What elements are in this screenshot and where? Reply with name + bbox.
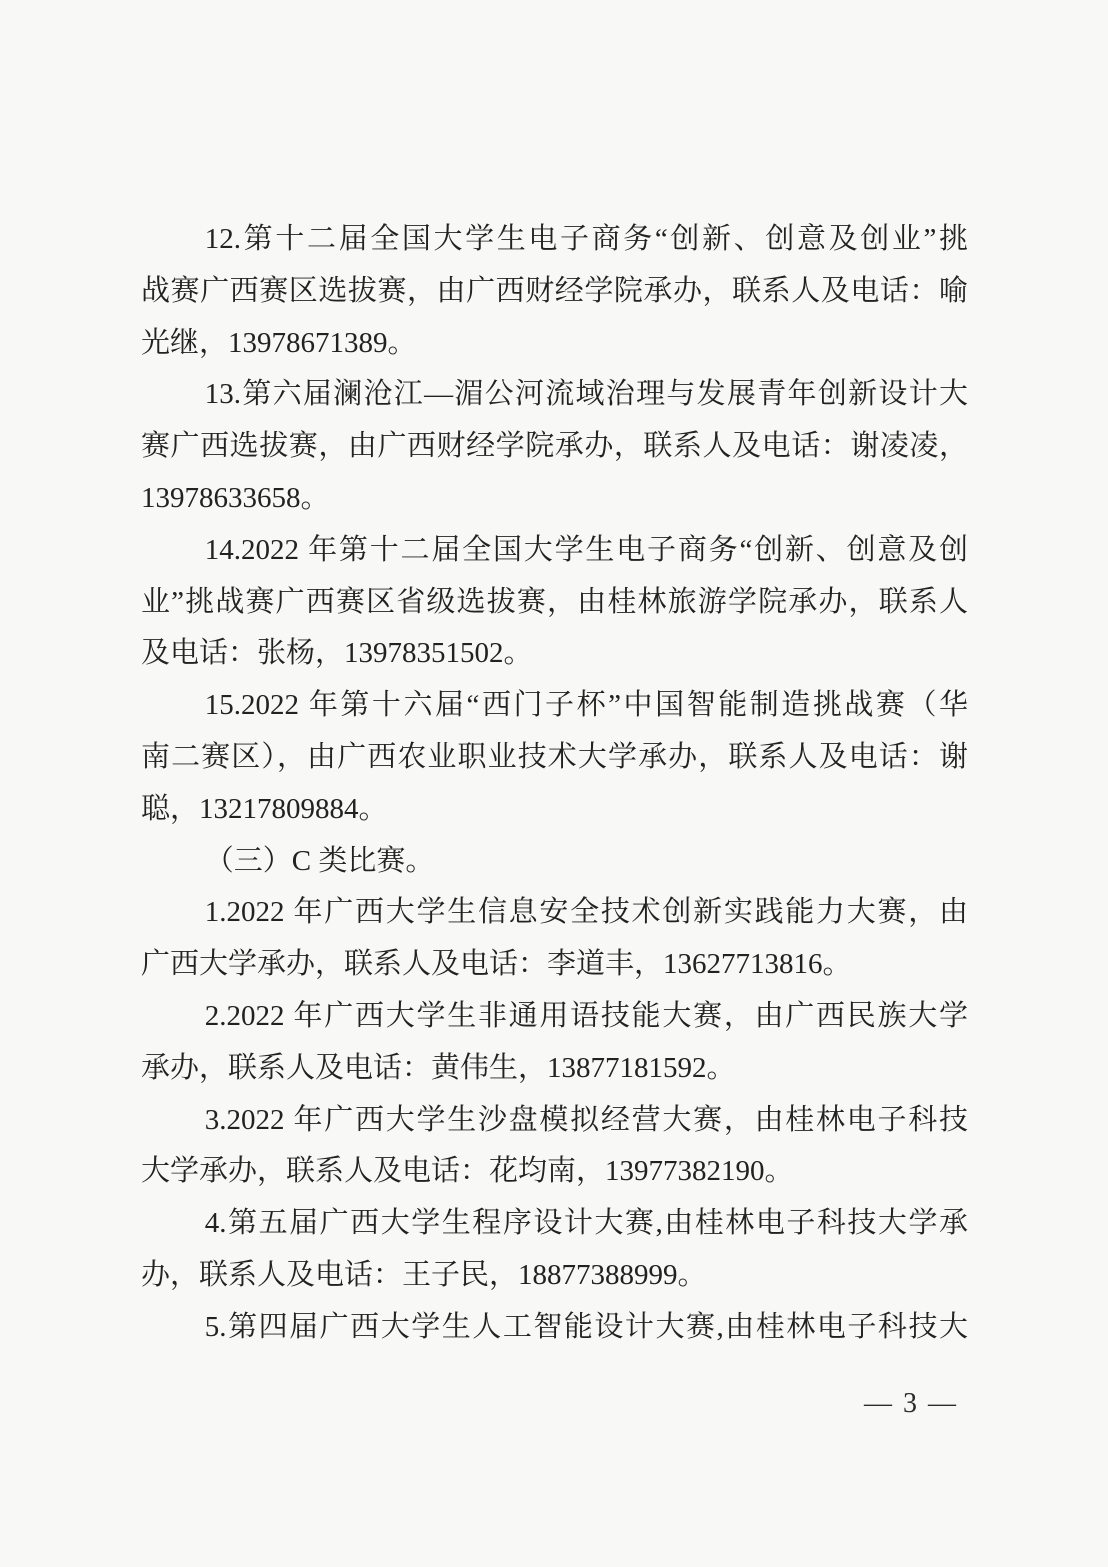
paragraph-item-c4 [141,1198,968,1302]
text-line: 广西大学承办，联系人及电话：李道丰，13627713816。 [141,948,852,981]
paragraph-item-14 [141,525,968,680]
paragraph-item-13 [141,369,968,524]
section-heading-c-class [141,836,968,888]
paragraph-item-c1 [141,887,968,991]
text-line: 3.2022 年广西大学生沙盘模拟经营大赛，由桂林电子科技 [204,1103,968,1136]
text-line: 赛广西选拔赛，由广西财经学院承办，联系人及电话：谢凌凌， [141,430,968,463]
text-line: 4.第五届广西大学生程序设计大赛,由桂林电子科技大学承 [204,1207,968,1240]
text-line: 13.第六届澜沧江—湄公河流域治理与发展青年创新设计大 [204,378,968,411]
paragraph-item-12 [141,214,968,369]
text-line: 大学承办，联系人及电话：花均南，13977382190。 [141,1155,794,1188]
paragraph-item-c2 [141,991,968,1095]
text-line: 南二赛区），由广西农业职业技术大学承办，联系人及电话：谢 [141,740,968,773]
text-line: 14.2022 年第十二届全国大学生电子商务“创新、创意及创 [204,533,968,566]
text-line: 及电话：张杨，13978351502。 [141,637,533,670]
paragraph-item-15 [141,680,968,835]
document-body [141,214,968,1354]
text-line: 战赛广西赛区选拔赛，由广西财经学院承办，联系人及电话：喻 [141,274,968,307]
text-line: 13978633658。 [141,481,330,514]
text-line: 光继，13978671389。 [141,326,417,359]
text-line: 5.第四届广西大学生人工智能设计大赛,由桂林电子科技大 [204,1310,968,1343]
text-line: 2.2022 年广西大学生非通用语技能大赛，由广西民族大学 [204,999,968,1032]
text-line: 15.2022 年第十六届“西门子杯”中国智能制造挑战赛（华 [204,689,968,722]
paragraph-item-c3 [141,1095,968,1199]
text-line: （三）C 类比赛。 [204,844,435,877]
paragraph-item-c5 [141,1302,968,1354]
page-number: — 3 — [864,1388,958,1419]
text-line: 1.2022 年广西大学生信息安全技术创新实践能力大赛，由 [204,896,968,929]
text-line: 办，联系人及电话：王子民，18877388999。 [141,1258,707,1291]
text-line: 业”挑战赛广西赛区省级选拔赛，由桂林旅游学院承办，联系人 [141,585,968,618]
text-line: 聪，13217809884。 [141,792,388,825]
text-line: 承办，联系人及电话：黄伟生，13877181592。 [141,1051,736,1084]
text-line: 12.第十二届全国大学生电子商务“创新、创意及创业”挑 [204,223,968,255]
